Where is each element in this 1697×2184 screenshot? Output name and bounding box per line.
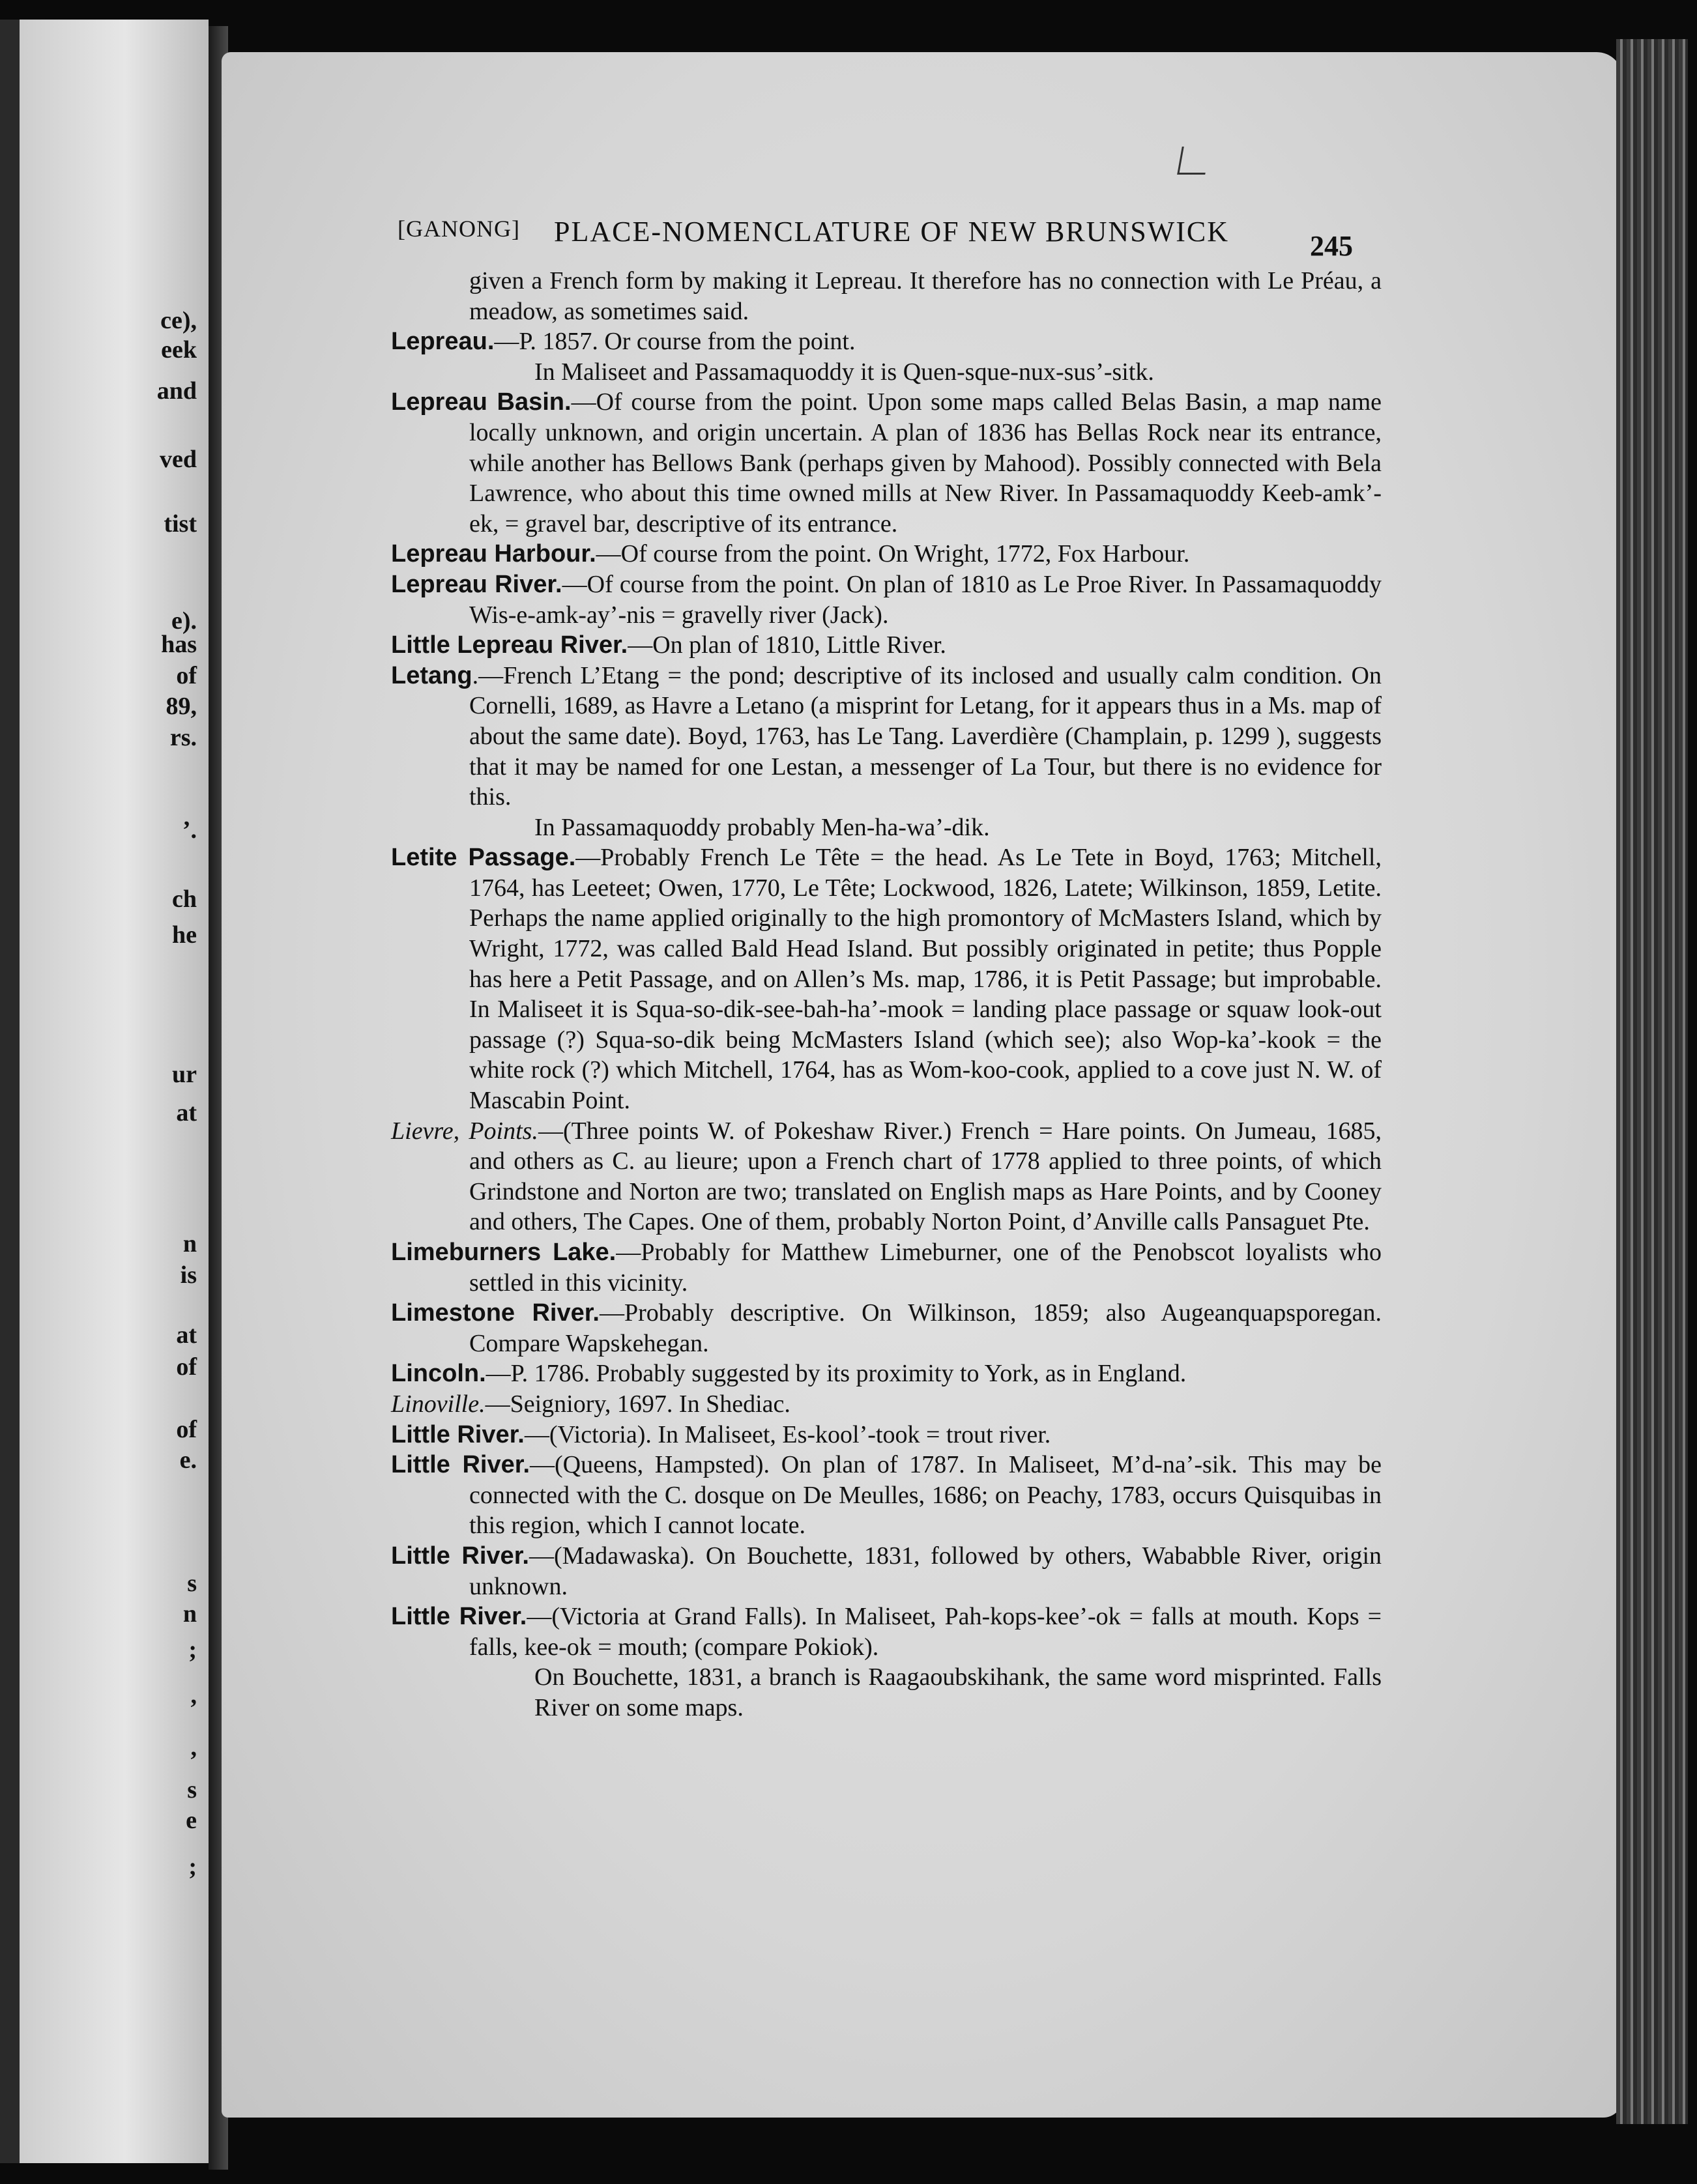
left-page-fragment: rs. (169, 724, 197, 751)
entry-headword: Little River. (391, 1542, 529, 1570)
dictionary-entry (391, 1358, 1382, 1389)
left-page-fragment: ch (172, 885, 197, 913)
indented-paragraph: In Passamaquoddy probably Men-ha-wa’-dik. (534, 813, 990, 841)
left-page-fragment: ur (172, 1061, 197, 1088)
dictionary-entry (391, 1602, 1382, 1662)
pencil-mark (1177, 147, 1210, 175)
left-page-fragment: ; (188, 1853, 197, 1880)
entry-headword: Letang (391, 661, 472, 689)
entry-headword: Little River. (391, 1420, 525, 1448)
left-page-fragment: at (176, 1321, 197, 1349)
body-text (391, 266, 1382, 1723)
left-page-fragment: of (176, 1353, 197, 1381)
dictionary-entry (391, 1298, 1382, 1358)
entry-headword: Lepreau. (391, 328, 495, 356)
entry-headword: Limeburners Lake. (391, 1239, 616, 1266)
entry-text: —(Victoria). In Maliseet, Es-kool’-took = trout river. (524, 1420, 1051, 1448)
dictionary-entry (391, 630, 1382, 661)
entry-headword: Little Lepreau River. (391, 631, 628, 659)
entry-text: —On plan of 1810, Little River. (628, 631, 946, 659)
entry-text: —(Victoria at Grand Falls). In Maliseet, Pah-kops-kee’-ok = falls at mouth. Kops = falls, kee-ok = mouth; (compare Pokiok). (469, 1603, 1382, 1661)
header-author: [GANONG] (398, 216, 520, 242)
entry-text: —Of course from the point. On Wright, 1772, Fox Harbour. (596, 540, 1190, 568)
left-page-fragment: n (182, 1230, 197, 1257)
left-page-fragment: at (176, 1099, 197, 1127)
entry-text: —P. 1857. Or course from the point. (494, 328, 856, 356)
entry-headword: Lincoln. (391, 1360, 486, 1388)
left-page-fragment: s (187, 1570, 197, 1597)
entry-headword: Lievre, Points. (391, 1117, 538, 1145)
entry-text: —Of course from the point. Upon some maps called Belas Basin, a map name locally unknown, and origin uncertain. A plan of 1836 has Bellas Rock near its entrance, while another has Bellows Bank (perhaps given by Mahood). Possibly connected with Bela Lawrence, who about this time owned mills at New River. In Passamaquoddy Keeb-amk’-ek, = gravel bar, descriptive of its entrance. (469, 388, 1382, 538)
dictionary-entry (391, 842, 1382, 1115)
entry-text: —Probably French Le Tête = the head. As Le Tete in Boyd, 1763; Mitchell, 1764, has Leeteet; Owen, 1770, Le Tête; Lockwood, 1826, Latete; Wilkinson, 1859, Letite. Perhaps the name applied originally to the high promontory of McMasters Island, which by Wright, 1772, was called Bald Head Island. But possibly originated in petite; thus Popple has here a Petit Passage, and on Allen’s Ms. map, 1786, it is Petit Passage; but improbable. In Maliseet it is Squa-so-dik-see-bah-ha’-mook = landing place passage or squaw look-out passage (?) Squa-so-dik being McMasters Island (which see); also Wop-ka’-kook = the white rock (?) which Mitchell, 1764, has as Wom-koo-cook, applied to a cove just N. W. of Mascabin Point. (469, 844, 1382, 1115)
left-page-fragment: ce), (160, 307, 197, 334)
left-page-fragment: of (176, 662, 197, 689)
left-page-fragment: eek (161, 336, 197, 364)
dictionary-entry (391, 326, 1382, 357)
entry-headword: Lepreau Basin. (391, 388, 572, 416)
left-page-fragment: ; (188, 1636, 197, 1663)
entry-text: —Seigniory, 1697. In Shediac. (485, 1390, 790, 1418)
left-page-fragment: ved (160, 446, 197, 473)
dictionary-entry (391, 569, 1382, 630)
dictionary-entry (391, 1541, 1382, 1602)
left-page-fragment: 89, (166, 693, 197, 720)
page-stack-edge (1616, 39, 1688, 2124)
entry-text: —(Three points W. of Pokeshaw River.) French = Hare points. On Jumeau, 1685, and others as C. au lieure; upon a French chart of 1778 applied to three points, of which Grindstone and Norton are two; translated on English maps as Hare Points, and by Cooney and others, The Capes. One of them, probably Norton Point, d’Anville calls Pansaguet Pte. (469, 1117, 1382, 1236)
left-page-fragment: , (190, 1734, 197, 1761)
header-title: PLACE-NOMENCLATURE OF NEW BRUNSWICK (554, 216, 1229, 248)
entry-headword: Lepreau Harbour. (391, 540, 596, 568)
continued-paragraph: given a French form by making it Lepreau. It therefore has no connection with Le Préau, a meadow, as sometimes said. (469, 267, 1382, 325)
dictionary-entry (391, 539, 1382, 569)
entry-text: —Probably for Matthew Limeburner, one of the Penobscot loyalists who settled in this vicinity. (469, 1239, 1382, 1297)
indented-paragraph: On Bouchette, 1831, a branch is Raagaoubskihank, the same word misprinted. Falls River on some maps. (534, 1663, 1382, 1721)
entry-text: —Probably descriptive. On Wilkinson, 1859; also Augeanquapsporegan. Compare Wapskehegan. (469, 1299, 1382, 1357)
dictionary-entry (391, 1237, 1382, 1298)
left-page-fragment: of (176, 1416, 197, 1443)
dictionary-entry (391, 1389, 1382, 1420)
left-page-fragment: e (186, 1807, 197, 1834)
entry-headword: Lepreau River. (391, 570, 562, 598)
left-page-fragment: is (180, 1261, 197, 1289)
entry-headword: Limestone River. (391, 1299, 600, 1327)
entry-headword: Little River. (391, 1603, 527, 1631)
entry-text: —Of course from the point. On plan of 1810 as Le Proe River. In Passamaquoddy Wis-e-amk-ay’-nis = gravelly river (Jack). (469, 570, 1382, 629)
entry-headword: Letite Passage. (391, 844, 576, 872)
entry-text: —(Queens, Hampsted). On plan of 1787. In Maliseet, M’d-na’-sik. This may be connected with the C. dosque on De Meulles, 1686; on Peachy, 1783, occurs Quisquibas in this region, which I cannot locate. (469, 1451, 1382, 1540)
left-page-fragment: has (161, 631, 197, 658)
left-page-fragment: he (172, 921, 197, 949)
dictionary-entry (391, 661, 1382, 812)
left-page-fragment: e. (179, 1446, 197, 1474)
left-page-fragment: , (190, 1682, 197, 1709)
dictionary-entry (391, 1420, 1382, 1450)
entry-text: —P. 1786. Probably suggested by its proximity to York, as in England. (486, 1360, 1187, 1388)
left-page-fragment: tist (164, 510, 197, 538)
entry-text: .—French L’Etang = the pond; descriptive of its inclosed and usually calm condition. On Cornelli, 1689, as Havre a Letano (a misprint for Letang, for it appears thus in a Ms. map of about the same date). Boyd, 1763, has Le Tang. Laverdière (Champlain, p. 1299 ), suggests that it may be named for one Lestan, a messenger of La Tour, but there is no evidence for this. (469, 661, 1382, 811)
dictionary-entry (391, 1450, 1382, 1541)
page-number: 245 (1310, 230, 1353, 262)
entry-headword: Little River. (391, 1451, 530, 1479)
left-page-fragment: n (182, 1600, 197, 1628)
left-page-fragment: e). (171, 607, 197, 635)
left-page-text-fragments (0, 0, 209, 2184)
dictionary-entry (391, 387, 1382, 539)
left-page-fragment: and (156, 377, 197, 405)
indented-paragraph: In Maliseet and Passamaquoddy it is Quen-sque-nux-sus’-sitk. (534, 358, 1154, 386)
left-page-fragment: ’. (182, 816, 197, 844)
dictionary-entry (391, 1116, 1382, 1237)
entry-text: —(Madawaska). On Bouchette, 1831, followed by others, Wababble River, origin unknown. (469, 1542, 1382, 1600)
left-page-fragment: s (187, 1776, 197, 1803)
entry-headword: Linoville. (391, 1390, 486, 1418)
